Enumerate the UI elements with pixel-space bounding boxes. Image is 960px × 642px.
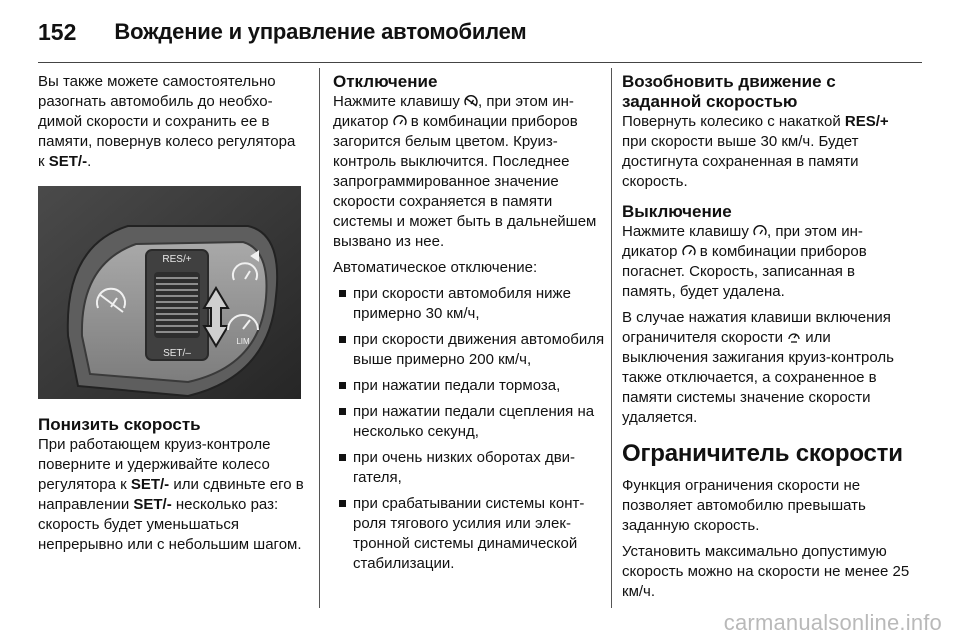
page-header xyxy=(38,12,526,52)
reduce-text-3: несколько раз: скорость будет уменьшаться непрерывно или с небольшим шагом. xyxy=(38,496,302,553)
reduce-bold-2: SET/- xyxy=(133,496,172,513)
limiter-paragraph-1: Функция ограничения скорости не позволяет автомобилю превышать заданную скорость. xyxy=(622,477,866,534)
intro-end: . xyxy=(87,153,92,170)
column-2 xyxy=(333,72,605,580)
reduce-text-2: или сдвиньте его в направлении xyxy=(38,476,304,513)
resume-text-1: Повернуть колесико с накаткой xyxy=(622,113,841,130)
limiter-heading: Ограничитель скорости xyxy=(622,440,903,467)
header-divider xyxy=(38,62,922,63)
auto-off-heading: Автоматическое отключение: xyxy=(333,259,538,276)
off-text-2: , при этом индикатор xyxy=(333,93,574,130)
limiter-paragraph-2: Установить максимально допустимую скорость можно на скорости не менее 25 км/ч. xyxy=(622,543,910,600)
watermark: carmanualsonline.info xyxy=(723,610,942,635)
off-text-1: Нажмите клавишу xyxy=(333,93,460,110)
column-3 xyxy=(622,72,912,608)
column-divider-2 xyxy=(611,68,612,608)
shutdown-paragraph xyxy=(622,222,912,302)
intro-paragraph xyxy=(38,72,306,172)
off-paragraph xyxy=(333,92,605,252)
list-item: при нажатии педали сцепления на несколько секунд, xyxy=(333,402,605,442)
label-lim: LIM xyxy=(236,337,250,346)
reduce-bold-1: SET/- xyxy=(130,476,170,493)
reduce-speed-heading: Понизить скорость xyxy=(38,415,201,434)
list-item: при очень низких оборотах двигателя, xyxy=(333,448,605,488)
intro-bold: SET/- xyxy=(48,153,88,170)
cruise-indicator-icon xyxy=(393,114,407,128)
shutdown-paragraph-2 xyxy=(622,308,912,428)
page-title: Вождение и управление автомобилем xyxy=(114,19,527,44)
shutdown-text-4: В случае нажатия клавиши включения ограничителя скорости xyxy=(622,309,891,346)
cruise-off-icon xyxy=(464,94,478,108)
resume-text-2: при скорости выше 30 км/ч. Будет достигнута сохраненная в памяти скорость. xyxy=(622,133,859,190)
resume-paragraph xyxy=(622,112,912,192)
off-text-3: в комбинации приборов загорится белым цветом. Круиз-контроль выключится. Последнее запрограммированное значение скорости сохраняется в памяти системы и может быть в дальнейшем вызвано из нее. xyxy=(333,113,597,250)
intro-text: Вы также можете самостоятельно разогнать автомобиль до необходимой скорости и сохранить ее в памяти, повернув колесо регулятора к xyxy=(38,73,296,170)
reduce-speed-paragraph xyxy=(38,435,306,555)
column-divider-1 xyxy=(319,68,320,608)
resume-bold-1: RES/+ xyxy=(844,113,889,130)
shutdown-text-1: Нажмите клавишу xyxy=(622,223,749,240)
shutdown-heading: Выключение xyxy=(622,202,732,221)
cruise-indicator-icon xyxy=(753,224,767,238)
shutdown-text-3: в комбинации приборов погаснет. Скорость, записанная в память, будет удалена. xyxy=(622,243,867,300)
thumbwheel xyxy=(154,272,200,338)
cruise-indicator-icon xyxy=(682,244,696,258)
shutdown-text-5: или выключения зажигания круиз-контроль также отключается, а сохраненное в памяти системы значение скорости удаляется. xyxy=(622,329,894,426)
reduce-text-1: При работающем круиз-контроле поверните и удерживайте колесо регулятора к xyxy=(38,436,271,493)
off-heading: Отключение xyxy=(333,72,438,91)
resume-heading: Возобновить движение с заданной скоростью xyxy=(622,72,836,111)
shutdown-text-2: , при этом индикатор xyxy=(622,223,863,260)
list-item: при нажатии педали тормоза, xyxy=(333,376,605,396)
label-res: RES/+ xyxy=(162,254,192,265)
list-item: при скорости движения автомобиля выше примерно 200 км/ч, xyxy=(333,330,605,370)
column-1 xyxy=(38,72,306,561)
steering-switch-illustration xyxy=(38,186,301,399)
list-item: при срабатывании системы контроля тягового усилия или электронной системы динамической стабилизации. xyxy=(333,494,605,574)
speed-limiter-icon xyxy=(787,330,801,344)
list-item: при скорости автомобиля ниже примерно 30 км/ч, xyxy=(333,284,605,324)
label-set: SET/– xyxy=(163,348,191,359)
auto-off-list xyxy=(333,284,605,574)
page-number: 152 xyxy=(38,18,77,45)
